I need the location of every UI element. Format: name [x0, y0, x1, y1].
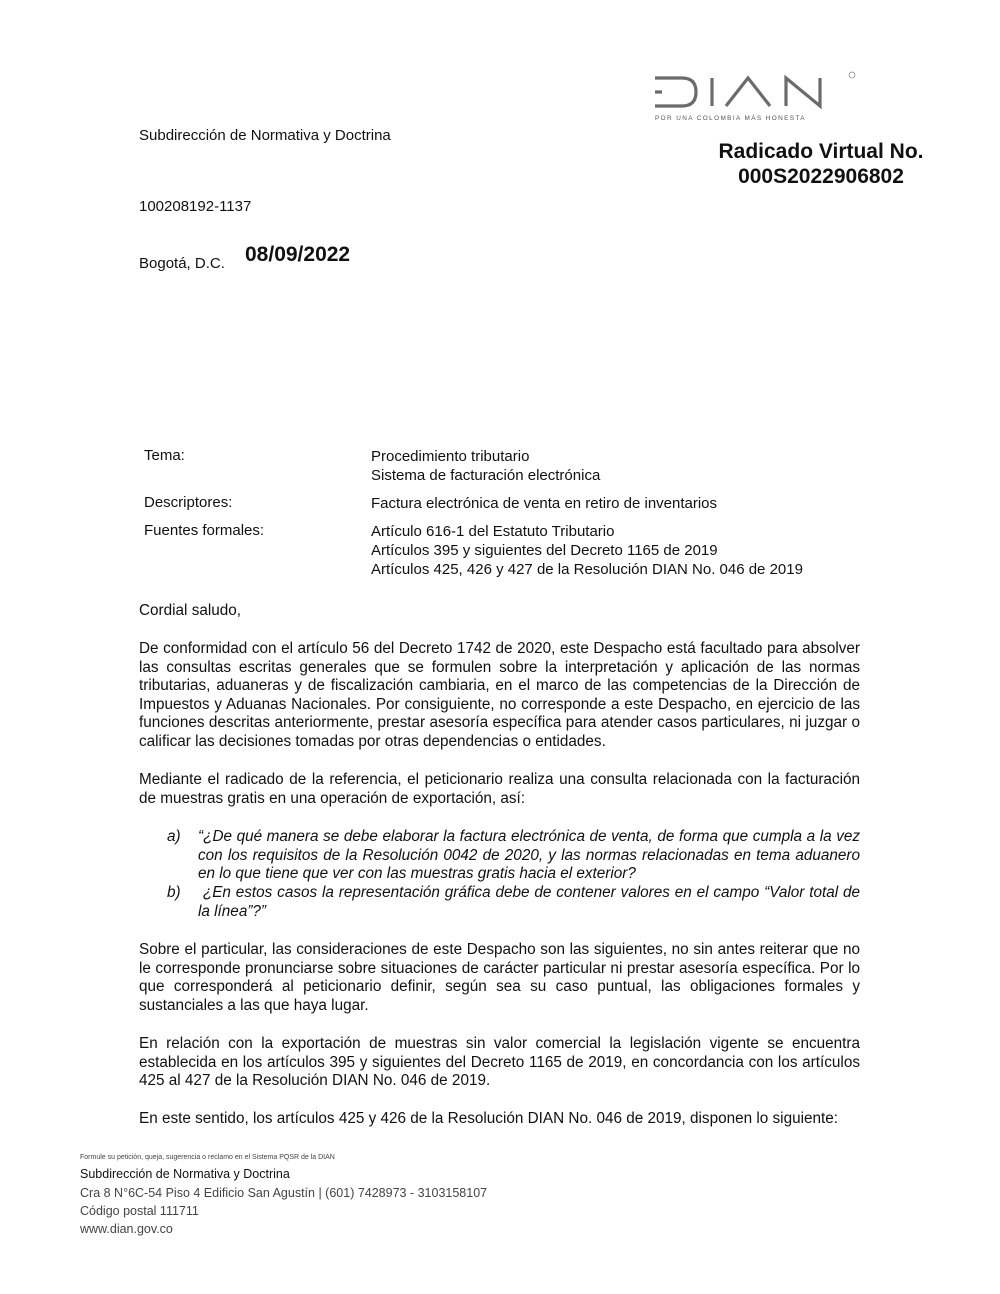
fuentes-value: Artículo 616-1 del Estatuto Tributario — [371, 523, 615, 540]
radicado-label: Radicado Virtual No. — [718, 140, 924, 163]
subdirection-header: Subdirección de Normativa y Doctrina — [139, 127, 391, 144]
footer-subdirection: Subdirección de Normativa y Doctrina — [80, 1167, 290, 1181]
radicado-block — [690, 139, 952, 189]
tema-value: Sistema de facturación electrónica — [371, 467, 601, 484]
descriptores-label: Descriptores: — [144, 494, 233, 511]
greeting: Cordial saludo, — [139, 602, 242, 619]
paragraph-5: En este sentido, los artículos 425 y 426 de la Resolución DIAN No. 046 de 2019, disponen lo siguiente: — [139, 1110, 839, 1127]
footer-website: www.dian.gov.co — [80, 1222, 173, 1236]
paragraph-3: Sobre el particular, las consideraciones de este Despacho son las siguientes, no sin antes reiterar que no le corresponde pronunciarse sobre situaciones de carácter particular ni prestar asesoría específica. Por lo que corresponderá al peticionario definir, según sea su caso puntual, las obligaciones formales y sustanciales a las que haya lugar. — [139, 941, 860, 1014]
dian-logo-mark — [652, 70, 862, 114]
dian-logo — [652, 70, 862, 126]
fuentes-value: Artículos 395 y siguientes del Decreto 1165 de 2019 — [371, 542, 718, 559]
question-marker: b) — [167, 884, 181, 901]
radicado-number: 000S2022906802 — [738, 165, 904, 188]
question-text: ¿En estos casos la representación gráfica debe de contener valores en el campo “Valor total de la línea”?” — [198, 884, 865, 920]
reference-number: 100208192-1137 — [139, 198, 252, 215]
footer-address: Cra 8 N°6C-54 Piso 4 Edificio San Agustín | (601) 7428973 - 3103158107 — [80, 1186, 488, 1200]
city: Bogotá, D.C. — [139, 255, 225, 272]
paragraph-2: Mediante el radicado de la referencia, el peticionario realiza una consulta relacionada con la facturación de muestras gratis en una operación de exportación, así: — [139, 771, 860, 807]
footer-postal-code: Código postal 111711 — [80, 1204, 199, 1218]
fuentes-value: Artículos 425, 426 y 427 de la Resolución DIAN No. 046 de 2019 — [371, 561, 803, 578]
tema-values — [371, 447, 600, 485]
logo-tagline: POR UNA COLOMBIA MÁS HONESTA — [655, 115, 806, 122]
question-text: “¿De qué manera se debe elaborar la factura electrónica de venta, de forma que cumpla a la vez con los requisitos de la Resolución 0042 de 2020, y las normas relacionadas en tema aduanero en lo que tiene que ver con las muestras gratis hacia el exterior? — [198, 828, 860, 883]
question-marker: a) — [167, 828, 181, 845]
descriptores-value: Factura electrónica de venta en retiro de inventarios — [371, 495, 718, 512]
paragraph-4: En relación con la exportación de muestras sin valor comercial la legislación vigente se encuentra establecida en los artículos 395 y siguientes del Decreto 1165 de 2019, en concordancia con los artículos 425 al 427 de la Resolución DIAN No. 046 de 2019. — [139, 1035, 860, 1090]
document-date: 08/09/2022 — [245, 243, 351, 266]
paragraph-1: De conformidad con el artículo 56 del Decreto 1742 de 2020, este Despacho está facultado para absolver las consultas escritas generales que se formulen sobre la interpretación y aplicación de las normas tributarias, aduaneras y de fiscalización cambiaria, en el marco de las competencias de la Dirección de Impuestos y Aduanas Nacionales. Por consiguiente, no corresponde a este Despacho, en ejercicio de las funciones descritas anteriormente, prestar asesoría específica para atender casos particulares, ni juzgar o calificar las decisiones tomadas por otras dependencias o entidades. — [139, 640, 860, 750]
fuentes-label: Fuentes formales: — [144, 522, 265, 539]
footer-note: Formule su petición, queja, sugerencia o reclamo en el Sistema PQSR de la DIAN — [80, 1154, 335, 1161]
tema-value: Procedimiento tributario — [371, 448, 530, 465]
tema-label: Tema: — [144, 447, 185, 464]
fuentes-values — [371, 522, 803, 579]
